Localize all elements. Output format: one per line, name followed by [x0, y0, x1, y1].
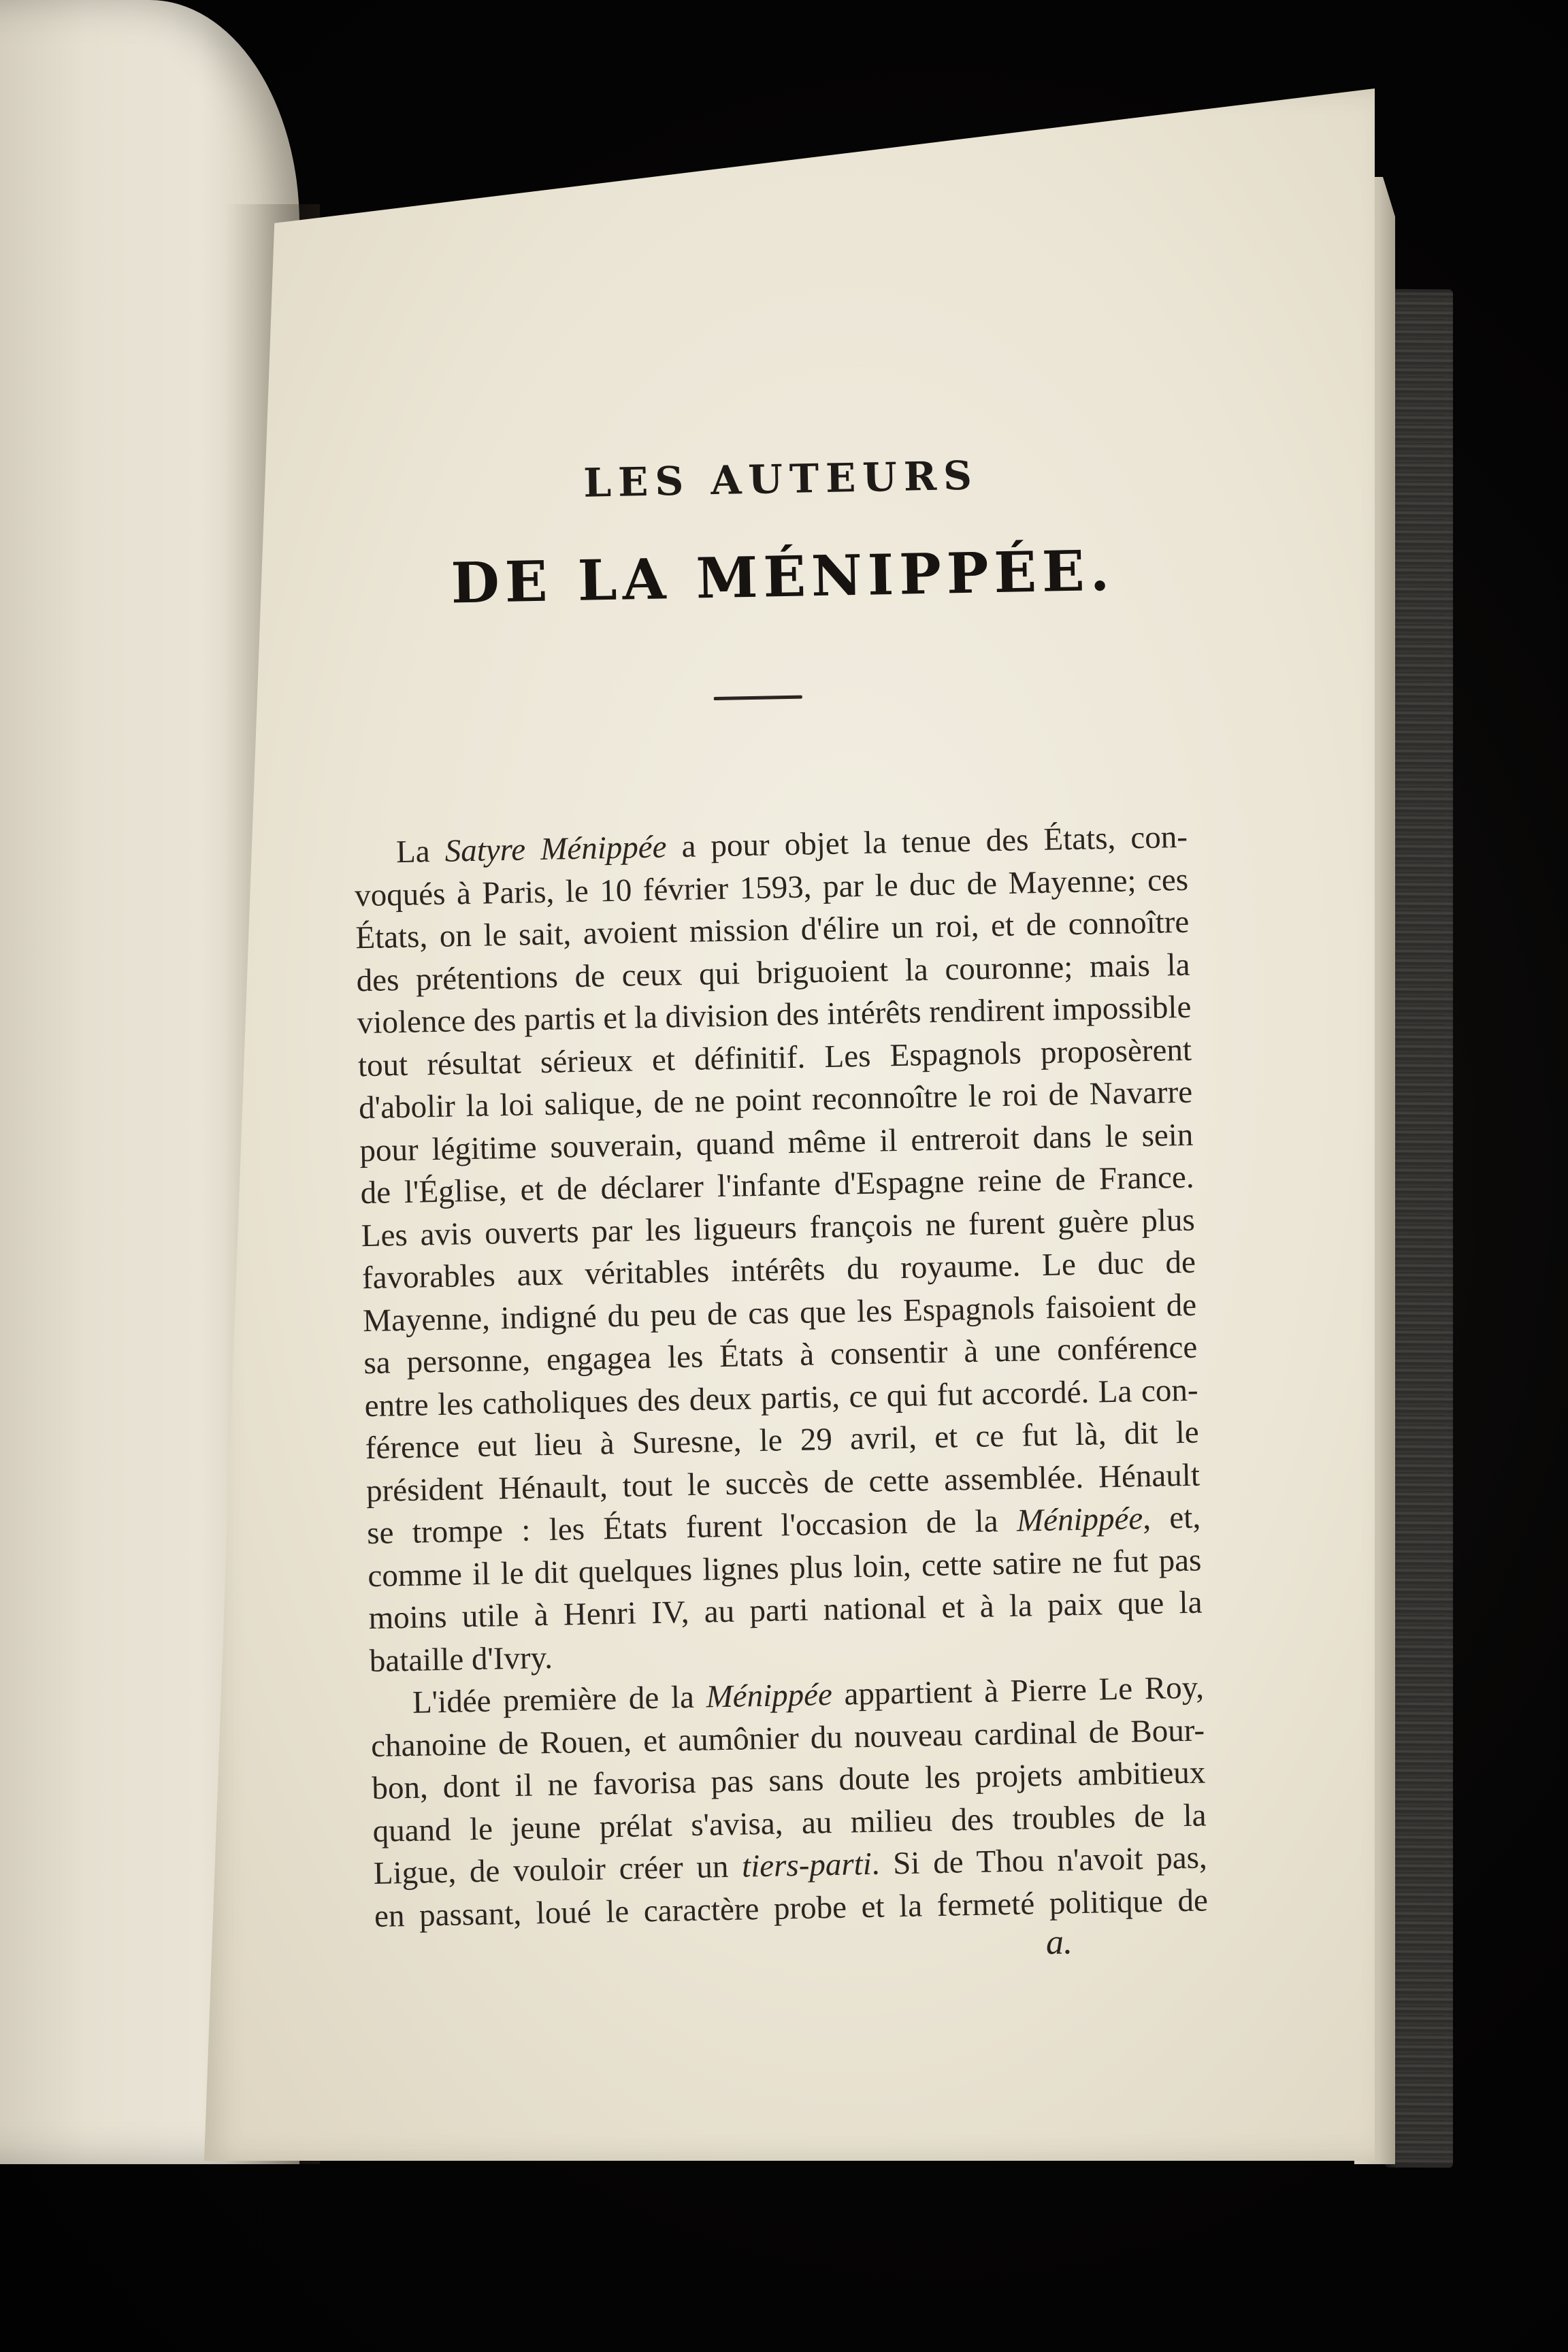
text-run: pour légitime souverain, quand même il entreroit dans le sein	[359, 1117, 1194, 1169]
text-run: États, on le sait, avoient mission d'élire un roi, et de connoître	[355, 904, 1190, 956]
text-run: président Hénault, tout le succès de cette assemblée. Hénault	[365, 1457, 1200, 1509]
text-run: favorables aux véritables intérêts du royaume. Le duc de	[361, 1244, 1196, 1296]
text-run: Mayenne, indigné du peu de cas que les Espagnols faisoient de	[362, 1287, 1197, 1339]
text-run: , et,	[1142, 1499, 1201, 1537]
text-run: Ligue, de vouloir créer un	[373, 1848, 742, 1891]
chapter-title-line2: DE LA MÉNIPPÉE.	[450, 538, 1115, 617]
text-run: chanoine de Rouen, et aumônier du nouveau cardinal de Bour-	[370, 1712, 1205, 1764]
text-run: de l'Église, et de déclarer l'infante d'Espagne reine de France.	[360, 1159, 1194, 1211]
text-run: tout résultat sérieux et définitif. Les Espagnols proposèrent	[357, 1032, 1192, 1083]
text-run: entre les catholiques des deux partis, ce qui fut accordé. La con-	[364, 1372, 1198, 1424]
signature-mark: a.	[1045, 1923, 1073, 1963]
text-run: voqués à Paris, le 10 février 1593, par le duc de Mayenne; ces	[354, 862, 1189, 913]
text-run: bataille d'Ivry.	[369, 1639, 553, 1679]
text-run: bon, dont il ne favorisa pas sans doute les projets ambitieux	[371, 1754, 1206, 1807]
text-run: comme il le dit quelques lignes plus loin, cette satire ne fut pas	[367, 1542, 1202, 1594]
text-run: en passant, loué le caractère probe et la fermeté politique de	[374, 1882, 1209, 1934]
page-content	[189, 78, 1399, 2172]
text-run: férence eut lieu à Suresne, le 29 avril, et ce fut là, dit le	[365, 1414, 1200, 1467]
italic-text: Ménippée	[1016, 1501, 1143, 1539]
body-text	[353, 816, 1208, 1938]
text-run: des prétentions de ceux qui briguoient la couronne; mais la	[356, 947, 1190, 998]
paragraph-1	[353, 816, 1203, 1682]
chapter-title-line1: LES AUTEURS	[583, 452, 979, 506]
text-run: moins utile à Henri IV, au parti national et à la paix que la	[368, 1584, 1203, 1637]
text-run: . Si de Thou n'avoit pas,	[871, 1840, 1208, 1882]
text-run: L'idée première de la	[412, 1679, 707, 1720]
italic-text: Ménippée	[706, 1677, 833, 1715]
text-run: d'abolir la loi salique, de ne point reconnoître le roi de Navarre	[358, 1074, 1193, 1126]
paragraph-2	[370, 1667, 1208, 1938]
italic-text: Satyre Ménippée	[444, 829, 667, 869]
text-run: sa personne, engagea les États à consentir à une conférence	[363, 1329, 1198, 1382]
text-run: a pour objet la tenue des États, con-	[666, 819, 1188, 865]
text-run: violence des partis et la division des intérêts rendirent impossible	[357, 989, 1192, 1041]
book-cover-edge	[1385, 289, 1453, 2168]
text-run: appartient à Pierre Le Roy,	[832, 1669, 1205, 1713]
text-run: La	[395, 833, 446, 870]
text-run: quand le jeune prélat s'avisa, au milieu des troubles de la	[372, 1797, 1207, 1849]
text-run: Les avis ouverts par les ligueurs françois ne furent guère plus	[361, 1202, 1196, 1254]
title-rule	[714, 696, 802, 700]
italic-text: tiers-parti	[741, 1846, 872, 1884]
text-run: se trompe : les États furent l'occasion de la	[366, 1503, 1017, 1552]
